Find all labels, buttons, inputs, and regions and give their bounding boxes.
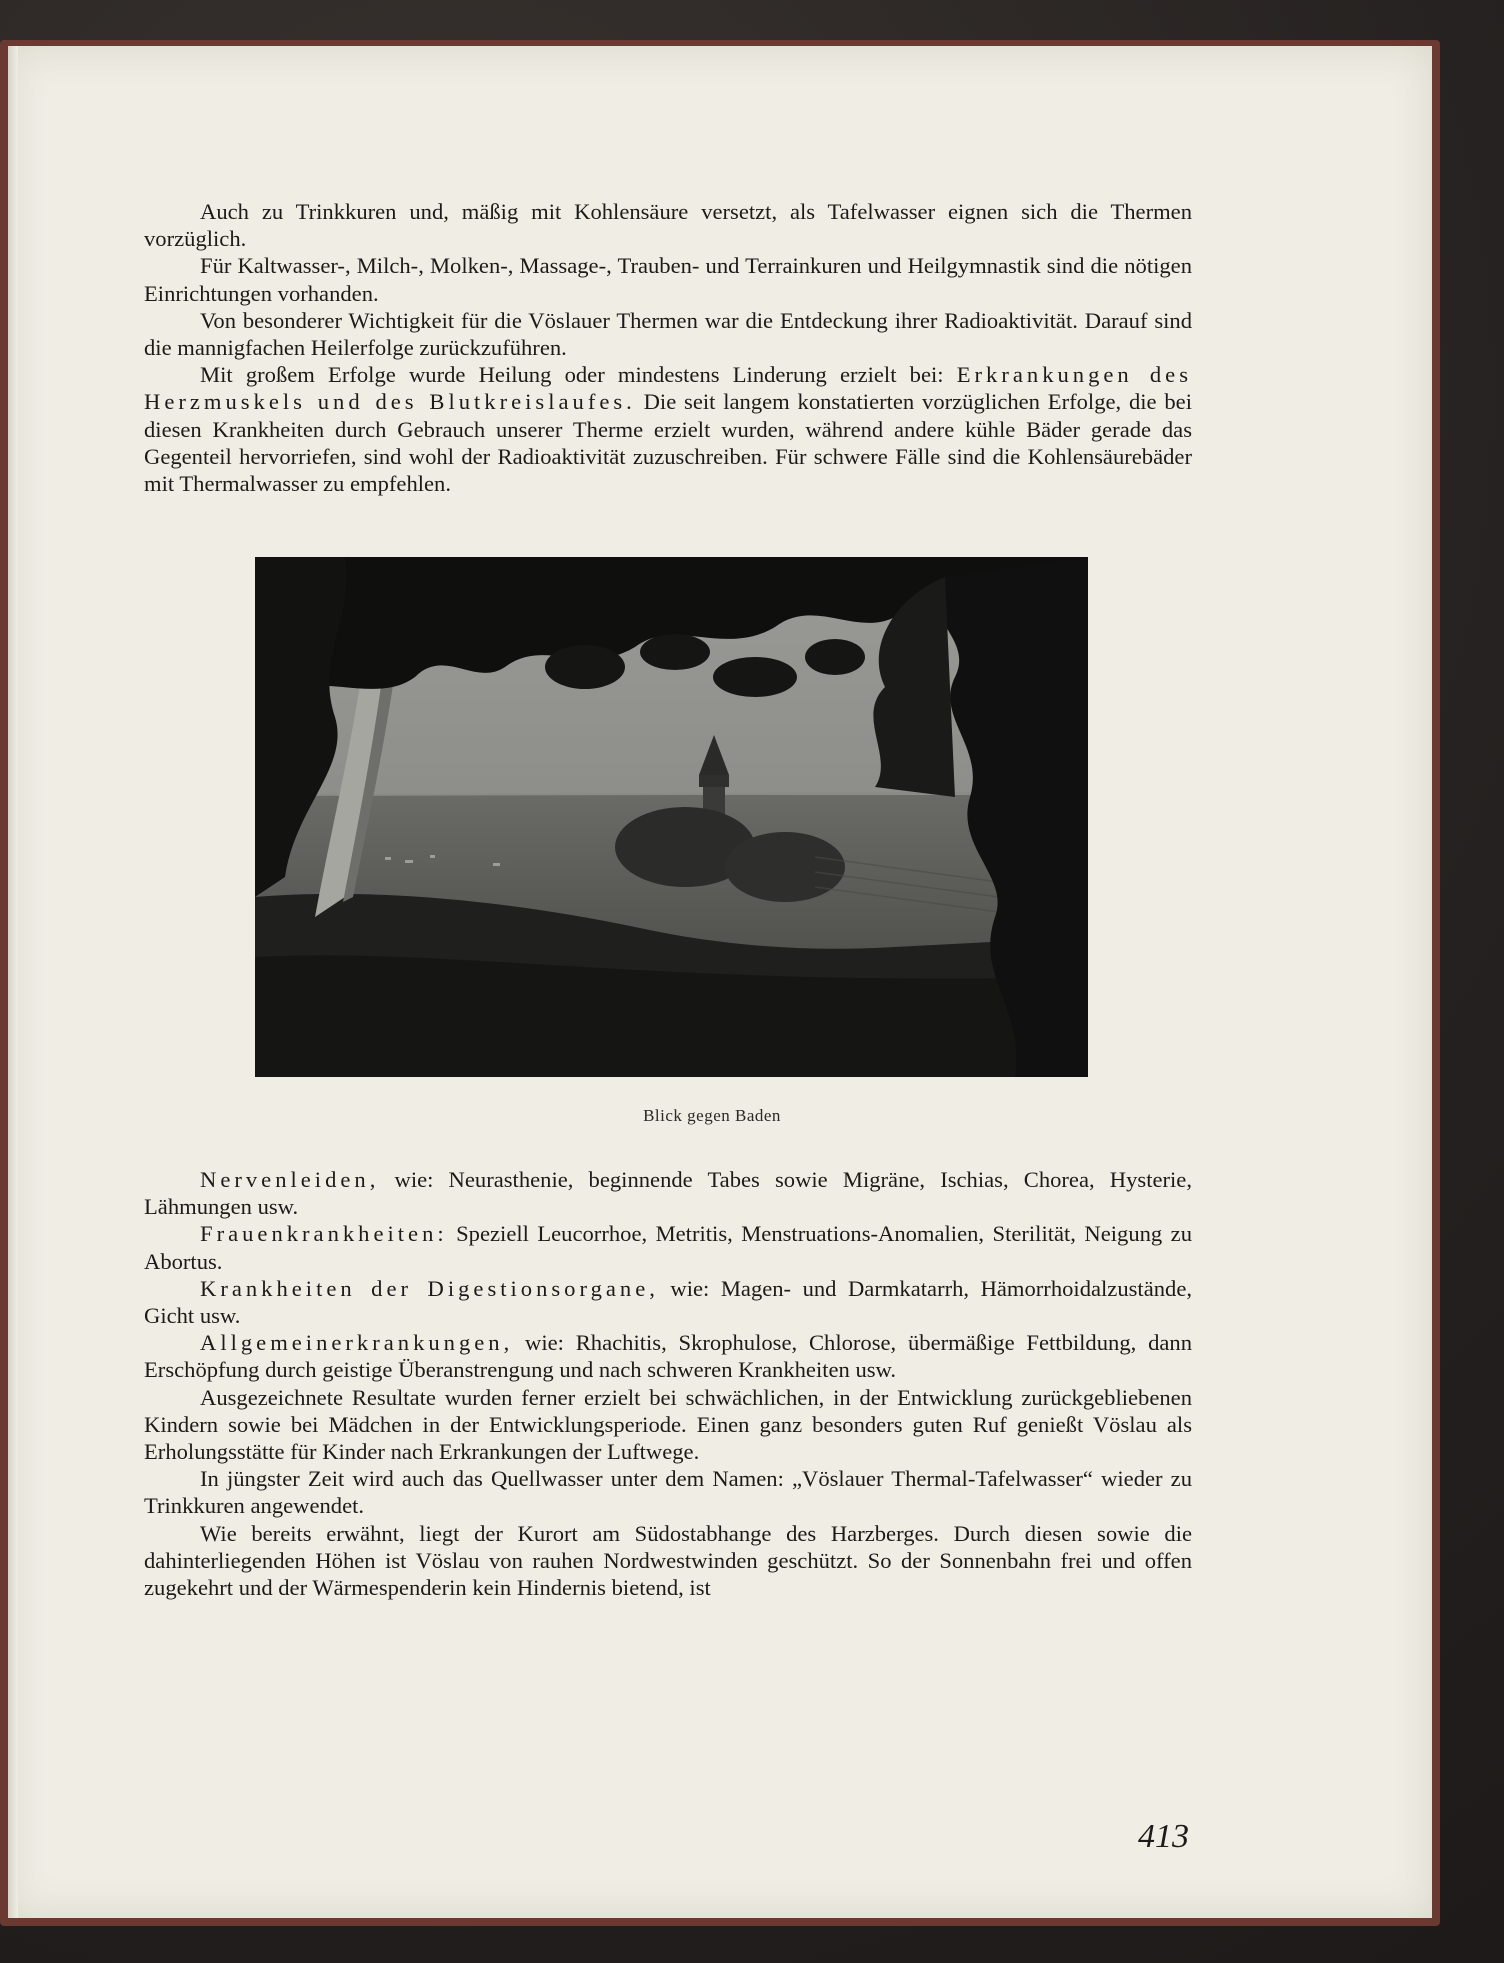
body-text-bottom xyxy=(144,1166,1192,1601)
paragraph xyxy=(144,307,1192,361)
paragraph xyxy=(144,1520,1192,1602)
landscape-photograph xyxy=(255,557,1088,1077)
paragraph-text: wie: Magen- und Darmkatarrh, Hämorrhoidalzustände, Gicht usw. xyxy=(144,1275,1192,1329)
emphasized-term: Frauenkrankheiten: xyxy=(200,1221,448,1247)
paragraph xyxy=(144,1220,1192,1274)
paragraph xyxy=(144,1329,1192,1383)
emphasized-term: Nervenleiden, xyxy=(200,1167,380,1192)
paragraph xyxy=(144,1384,1192,1466)
photo-illustration xyxy=(255,557,1088,1077)
paragraph-text: Von besonderer Wichtigkeit für die Vöslauer Thermen war die Entdeckung ihrer Radioaktivität. Darauf sind die mannigfachen Heilerfolge zurückzuführen. xyxy=(144,307,1192,361)
emphasized-term: Krankheiten der Digestionsorgane, xyxy=(200,1275,659,1301)
paragraph-text: Mit großem Erfolge wurde Heilung oder mindestens Linderung erzielt bei: xyxy=(200,362,957,388)
paragraph-text: wie: Neurasthenie, beginnende Tabes sowie Migräne, Ischias, Chorea, Hysterie, Lähmungen usw. xyxy=(144,1167,1192,1220)
emphasized-term: Allgemeinerkrankungen, xyxy=(200,1330,514,1356)
paragraph-text: Auch zu Trinkkuren und, mäßig mit Kohlensäure versetzt, als Tafelwasser eignen sich die Thermen vorzüglich. xyxy=(144,199,1192,252)
paragraph-text: Speziell Leucorrhoe, Metritis, Menstruations-Anomalien, Sterilität, Neigung zu Abortus. xyxy=(144,1221,1192,1274)
paragraph xyxy=(144,198,1192,252)
paragraph xyxy=(144,252,1192,306)
emphasized-term: Erkrankungen des Herzmuskels und des Blutkreislaufes. xyxy=(144,362,1193,415)
paragraph-text: wie: Rhachitis, Skrophulose, Chlorose, übermäßige Fettbildung, dann Erschöpfung durch geistige Überanstrengung und nach schweren Krankheiten usw. xyxy=(144,1330,1192,1383)
paragraph xyxy=(144,1166,1192,1220)
page-gutter xyxy=(8,46,18,1918)
page-number: 413 xyxy=(1138,1818,1189,1855)
photo-caption: Blick gegen Baden xyxy=(643,1106,781,1125)
paragraph-text: Die seit langem konstatierten vorzüglichen Erfolge, die bei diesen Krankheiten durch Gebrauch unserer Therme erzielt wurden, während andere kühle Bäder gerade das Gegenteil hervorriefen, sind wohl der Radioaktivität zuzuschreiben. Für schwere Fälle sind die Kohlensäurebäder mit Thermalwasser zu empfehlen. xyxy=(144,389,1192,497)
paragraph xyxy=(144,361,1192,497)
body-text-top xyxy=(144,198,1192,497)
paragraph-text: Wie bereits erwähnt, liegt der Kurort am Südostabhange des Harzberges. Durch diesen sowie die dahinterliegenden Höhen ist Vöslau von rauhen Nordwestwinden geschützt. So der Sonnenbahn frei und offen zugekehrt und der Wärmespenderin kein Hindernis bietend, ist xyxy=(144,1520,1192,1601)
paragraph-text: Für Kaltwasser-, Milch-, Molken-, Massage-, Trauben- und Terrainkuren und Heilgymnastik sind die nötigen Einrichtungen vorhanden. xyxy=(144,253,1192,306)
paragraph-text: Ausgezeichnete Resultate wurden ferner erzielt bei schwächlichen, in der Entwicklung zurückgebliebenen Kindern sowie bei Mädchen in der Entwicklungsperiode. Einen ganz besonders guten Ruf genießt Vöslau als Erholungsstätte für Kinder nach Erkrankungen der Luftwege. xyxy=(144,1384,1192,1465)
paragraph xyxy=(144,1465,1192,1519)
paragraph xyxy=(144,1275,1192,1329)
paragraph-text: In jüngster Zeit wird auch das Quellwasser unter dem Namen: „Vöslauer Thermal-Tafelwasser“ wieder zu Trinkkuren angewendet. xyxy=(144,1466,1192,1519)
